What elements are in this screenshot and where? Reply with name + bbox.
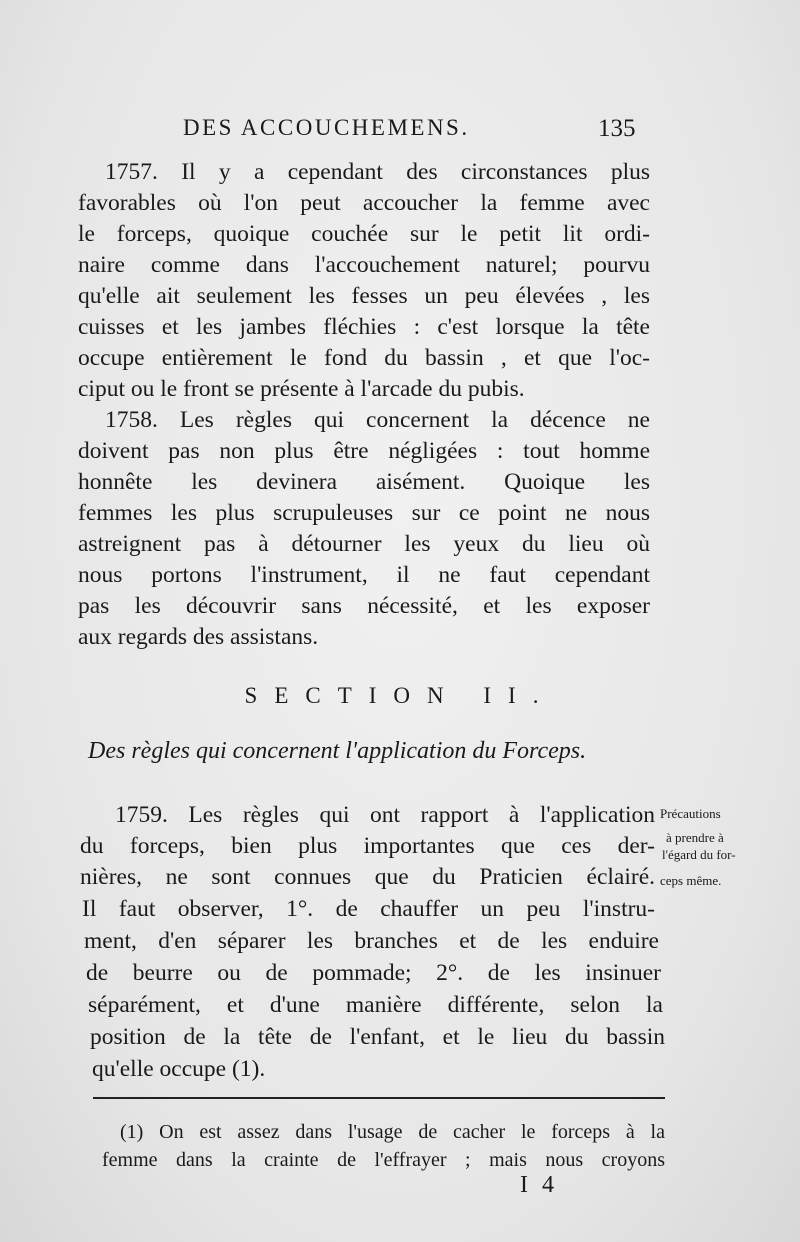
footnote-rule (93, 1097, 665, 1099)
margin-note-line: l'égard du for- (662, 847, 736, 862)
footnote-line: femme dans la crainte de l'effrayer ; mais nous croyons (102, 1149, 665, 1171)
section-subtitle: Des règles qui concernent l'application du Forceps. (88, 738, 587, 764)
footnote-line: (1) On est assez dans l'usage de cacher le forceps à la (120, 1121, 665, 1143)
text-line: cuisses et les jambes fléchies : c'est lorsque la tête (78, 314, 650, 340)
text-line: qu'elle occupe (1). (92, 1056, 266, 1082)
running-head-title: DES ACCOUCHEMENS. (183, 115, 470, 140)
section-heading: SECTION II. (244, 683, 556, 708)
margin-note-line: à prendre à (666, 830, 724, 845)
text-line: naire comme dans l'accouchement naturel; pourvu (78, 252, 650, 278)
text-line: du forceps, bien plus importantes que ces der- (80, 833, 655, 859)
text-line: nous portons l'instrument, il ne faut cependant (78, 562, 650, 588)
text-line: Il faut observer, 1°. de chauffer un peu l'instru- (82, 896, 655, 922)
margin-note-line: Précautions (660, 806, 721, 821)
margin-note-line: ceps même. (660, 873, 722, 888)
text-line: pas les découvrir sans nécessité, et les exposer (78, 593, 650, 619)
text-line: le forceps, quoique couchée sur le petit lit ordi- (78, 221, 650, 247)
text-line: occupe entièrement le fond du bassin , et que l'oc- (78, 345, 650, 371)
text-line: 1759. Les règles qui ont rapport à l'application (115, 802, 655, 828)
signature-mark: I 4 (520, 1172, 558, 1198)
text-line: favorables où l'on peut accoucher la femme avec (78, 190, 650, 216)
text-line: ment, d'en séparer les branches et de les enduire (84, 928, 659, 954)
text-line: nières, ne sont connues que du Praticien éclairé. (80, 864, 655, 890)
text-line: astreignent pas à détourner les yeux du lieu où (78, 531, 650, 557)
text-line: doivent pas non plus être négligées : tout homme (78, 438, 650, 464)
text-line: ciput ou le front se présente à l'arcade du pubis. (78, 376, 525, 402)
text-line: de beurre ou de pommade; 2°. de les insinuer (86, 960, 661, 986)
text-line: séparément, et d'une manière différente, selon la (88, 992, 663, 1018)
text-line: aux regards des assistans. (78, 624, 319, 650)
text-line: 1758. Les règles qui concernent la décence ne (105, 407, 650, 433)
text-line: 1757. Il y a cependant des circonstances plus (105, 159, 650, 185)
text-line: qu'elle ait seulement les fesses un peu élevées , les (78, 283, 650, 309)
running-head (0, 115, 800, 155)
text-line: femmes les plus scrupuleuses sur ce point ne nous (78, 500, 650, 526)
page-number: 135 (598, 115, 636, 142)
text-line: position de la tête de l'enfant, et le lieu du bassin (90, 1024, 665, 1050)
text-line: honnête les devinera aisément. Quoique les (78, 469, 650, 495)
